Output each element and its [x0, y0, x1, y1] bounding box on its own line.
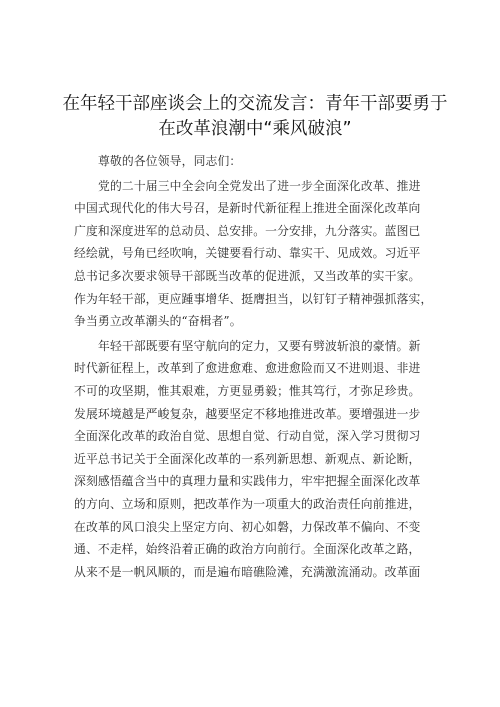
salutation: 尊敬的各位领导，同志们：	[98, 154, 242, 168]
title-line-1: 在年轻干部座谈会上的交流发言：青年干部要勇于	[62, 94, 448, 114]
paragraph-line: 发展环境越是严峻复杂，越要坚定不移地推进改革。要增强进一步	[74, 406, 421, 421]
paragraph-2	[74, 335, 438, 584]
document-body	[74, 150, 438, 583]
paragraph-line: 全面深化改革的政治自觉、思想自觉、行动自觉，深入学习贯彻习	[74, 429, 421, 444]
paragraph-line: 中国式现代化的伟大号召，是新时代新征程上推进全面深化改革向	[74, 201, 421, 216]
paragraph-line: 深刻感悟蕴含当中的真理力量和实践伟力，牢牢把握全面深化改革	[74, 474, 421, 489]
paragraph-line: 作为年轻干部，更应踵事增华、挺膺担当，以钉钉子精神强抓落实，	[74, 291, 433, 306]
paragraph-1	[74, 175, 438, 333]
title-line-2: 在改革浪潮中“乘风破浪”	[158, 119, 352, 139]
paragraph-line: 时代新征程上，改革到了愈进愈难、愈进愈险而又不进则退、非进	[74, 361, 421, 376]
paragraph-line: 争当勇立改革潮头的“奋楫者”。	[74, 314, 242, 329]
paragraph-line: 经绘就，号角已经吹响，关键要看行动、靠实干、见成效。习近平	[74, 246, 421, 261]
paragraph-line: 年轻干部既要有坚守航向的定力，又要有劈波斩浪的豪情。新	[98, 338, 421, 353]
paragraph-line: 在改革的风口浪尖上坚定方向、初心如磐，力保改革不偏向、不变	[74, 519, 421, 534]
document-title	[60, 92, 450, 142]
paragraph-line: 广度和深度进军的总动员、总安排。一分安排，九分落实。蓝图已	[74, 223, 421, 238]
paragraph-line: 近平总书记关于全面深化改革的一系列新思想、新观点、新论断，	[74, 451, 421, 466]
paragraph-line: 不可的攻坚期，惟其艰难，方更显勇毅；惟其笃行，才弥足珍贵。	[74, 383, 421, 398]
paragraph-line: 总书记多次要求领导干部既当改革的促进派，又当改革的实干家。	[74, 268, 421, 283]
paragraph-line: 通、不走样，始终沿着正确的政治方向前行。全面深化改革之路，	[74, 542, 421, 557]
paragraph-line: 从来不是一帆风顺的，而是遍布暗礁险滩，充满激流涌动。改革面	[74, 564, 421, 579]
paragraph-line: 党的二十届三中全会向全党发出了进一步全面深化改革、推进	[98, 178, 421, 193]
paragraph-line: 的方向、立场和原则，把改革作为一项重大的政治责任向前推进，	[74, 496, 421, 511]
